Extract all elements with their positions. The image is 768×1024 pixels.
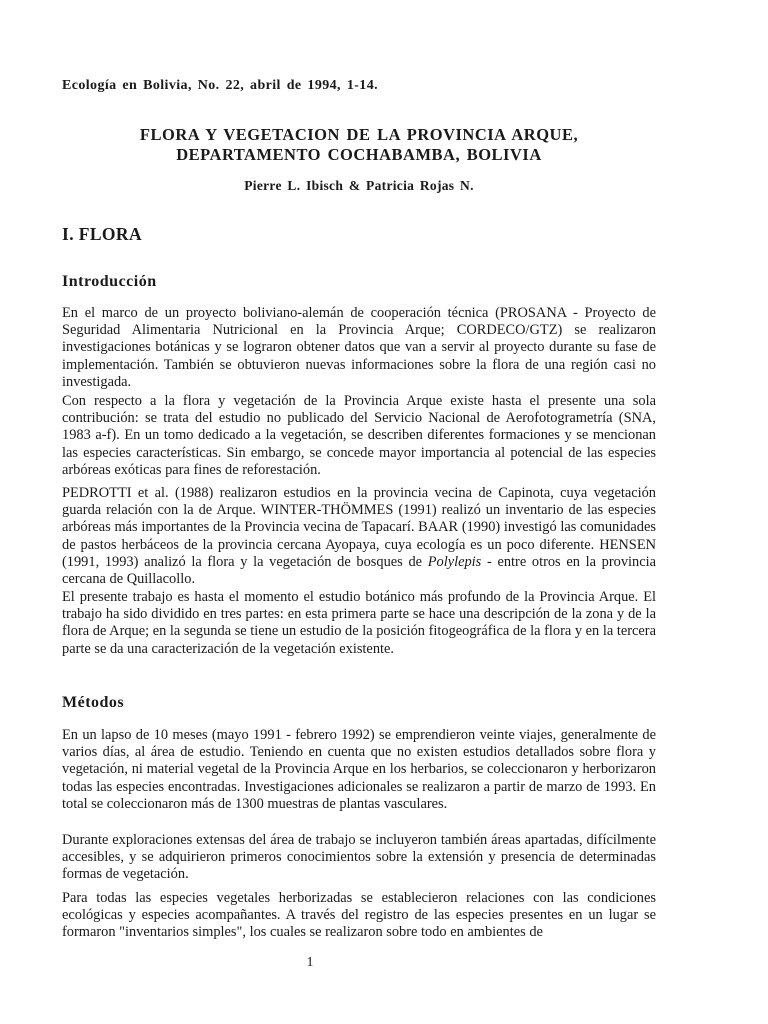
document-page [62, 0, 656, 1024]
intro-paragraph-1: En el marco de un proyecto boliviano-alemán de cooperación técnica (PROSANA - Proyecto de Seguridad Alimentaria Nutricional en la Provincia Arque; CORDECO/GTZ) se realizaron investigaciones botánicas y se lograron obtener datos que van a servir al proyecto durante su fase de implementación. También se obtuvieron nuevas informaciones sobre la flora de una región casi no investigada. [62, 305, 656, 390]
page-number: 1 [306, 955, 314, 970]
intro-paragraph-4: El presente trabajo es hasta el momento el estudio botánico más profundo de la Provincia Arque. El trabajo ha sido dividido en tres partes: en esta primera parte se hace una descripción de la zona y de la flora de Arque; en la segunda se tiene un estudio de la posición fitogeográfica de la flora y en la tercera parte se da una caracterización de la vegetación existente. [62, 589, 656, 657]
methods-paragraph-2: Durante exploraciones extensas del área de trabajo se incluyeron también áreas apartadas, difícilmente accesibles, y se adquirieron primeros conocimientos sobre la extensión y presencia de determinadas formas de vegetación. [62, 832, 656, 883]
intro-paragraph-3-italic: Polylepis [427, 553, 482, 570]
intro-paragraph-3-b: - entre otros en la provincia cercana de Quillacollo. [62, 553, 656, 588]
intro-heading: Introducción [62, 273, 157, 290]
title-line-1: FLORA Y VEGETACION DE LA PROVINCIA ARQUE, [139, 125, 579, 144]
methods-paragraph-3: Para todas las especies vegetales herborizadas se establecieron relaciones con las condiciones ecológicas y especies acompañantes. A través del registro de las especies presentes en un lugar se formaron "inventarios simples", los cuales se realizaron sobre todo en ambientes de [62, 890, 656, 941]
intro-paragraph-3-a: PEDROTTI et al. (1988) realizaron estudios en la provincia vecina de Capinota, cuya vegetación guarda relación con la de Arque. WINTER-THÖMMES (1991) realizó un inventario de las especies arbóreas más importantes de la Provincia vecina de Tapacarí. BAAR (1990) investigó las comunidades de pastos herbáceos de la provincia cercana Ayopaya, cuya ecología es un poco diferente. HENSEN (1991, 1993) analizó la flora y la vegetación de bosques de [62, 485, 656, 570]
intro-paragraph-2: Con respecto a la flora y vegetación de la Provincia Arque existe hasta el presente una sola contribución: se trata del estudio no publicado del Servicio Nacional de Aerofotogrametría (SNA, 1983 a-f). En un tomo dedicado a la vegetación, se describen diferentes formaciones y se mencionan las especies características. Sin embargo, se concede mayor importancia al potencial de las especies arbóreas exóticas para fines de reforestación. [62, 393, 656, 478]
paper-title [62, 125, 656, 165]
journal-citation: Ecología en Bolivia, No. 22, abril de 1994, 1-14. [62, 78, 378, 93]
section-heading: I. FLORA [62, 224, 143, 244]
authors: Pierre L. Ibisch & Patricia Rojas N. [244, 178, 474, 193]
methods-heading: Métodos [62, 694, 125, 711]
intro-paragraph-3 [62, 485, 656, 588]
methods-paragraph-1: En un lapso de 10 meses (mayo 1991 - febrero 1992) se emprendieron veinte viajes, generalmente de varios días, al área de estudio. Teniendo en cuenta que no existen estudios detallados sobre flora y vegetación, ni material vegetal de la Provincia Arque en los herbarios, se coleccionaron y herborizaron todas las especies encontradas. Investigaciones adicionales se realizaron a partir de marzo de 1993. En total se coleccionaron más de 1300 muestras de plantas vasculares. [62, 727, 656, 812]
title-line-2: DEPARTAMENTO COCHABAMBA, BOLIVIA [176, 145, 542, 164]
